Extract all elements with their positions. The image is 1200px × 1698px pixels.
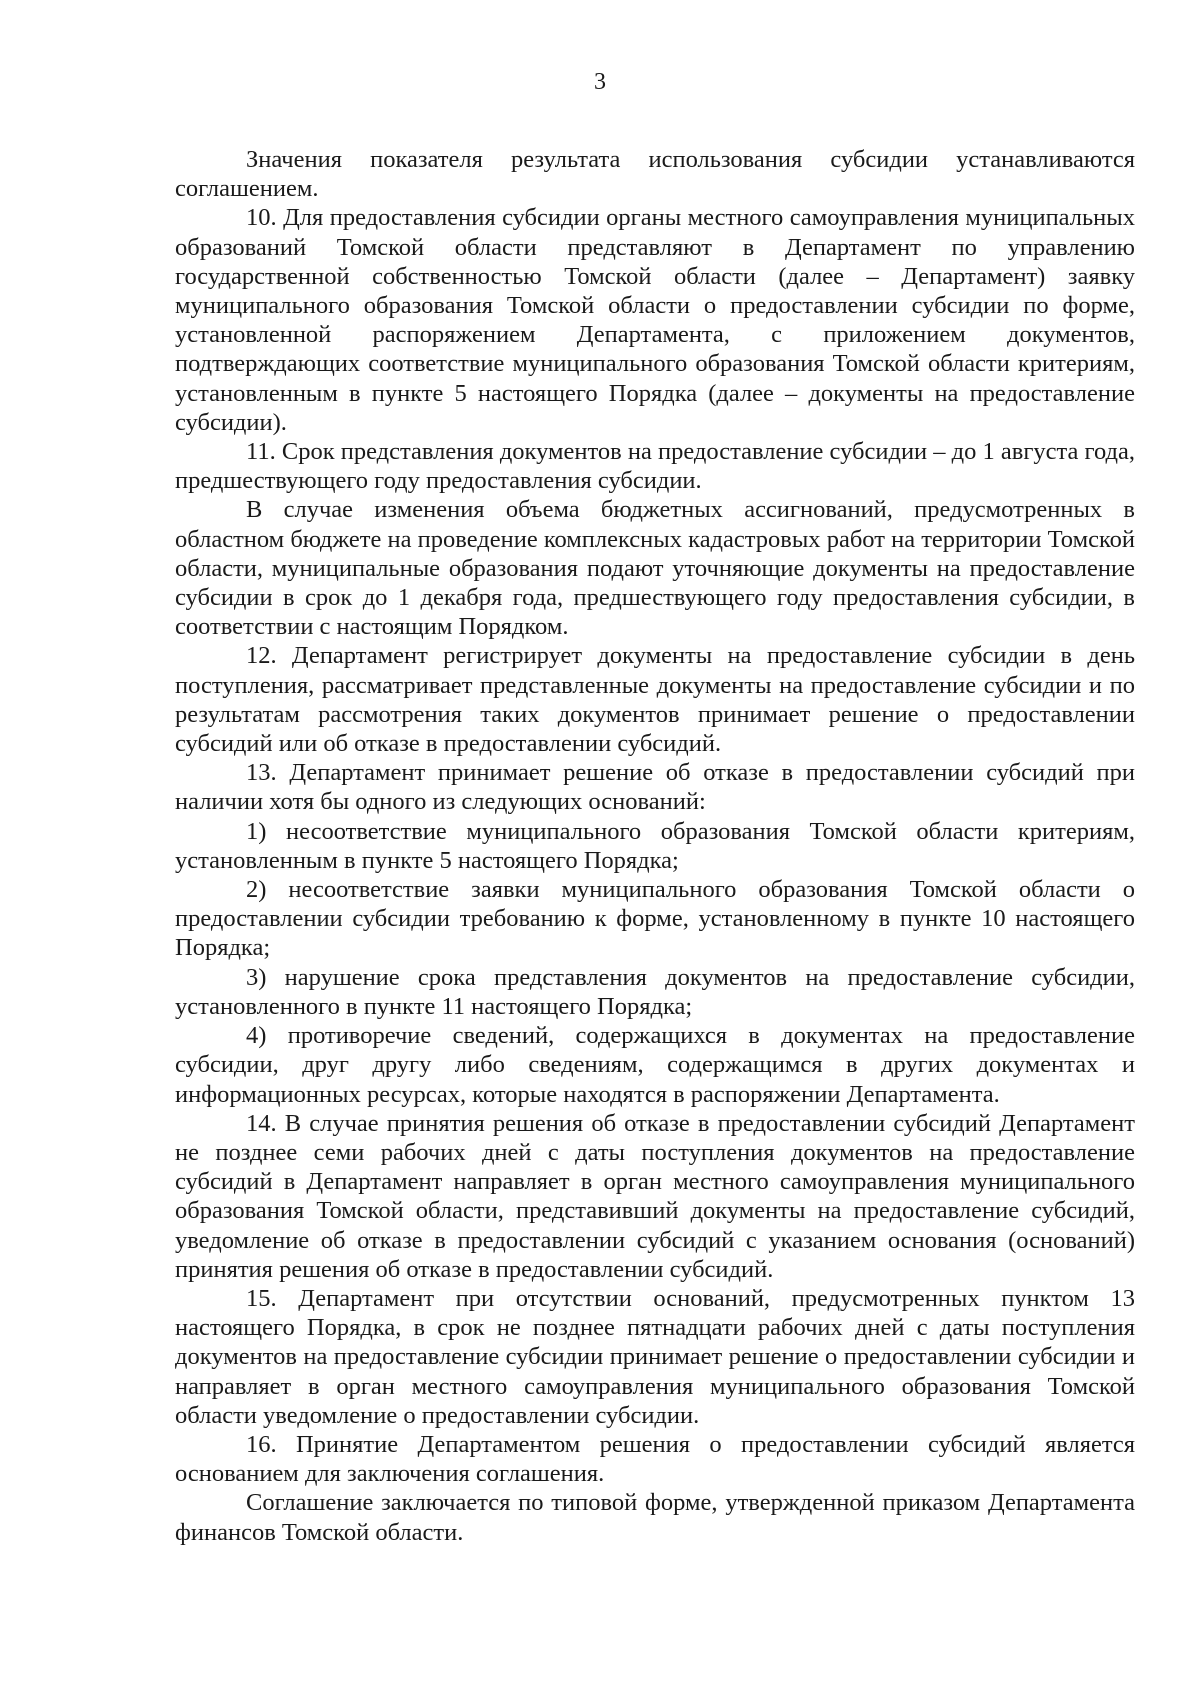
paragraph-16: 16. Принятие Департаментом решения о предоставлении субсидий является основанием для заключения соглашения.: [175, 1430, 1135, 1488]
paragraph-13-item-3: 3) нарушение срока представления документов на предоставление субсидии, установленного в пункте 11 настоящего Порядка;: [175, 963, 1135, 1020]
paragraph-11: 11. Срок представления документов на предоставление субсидии – до 1 августа года, предшествующего году предоставления субсидии.: [175, 438, 1135, 495]
paragraph-13-item-1: 1) несоответствие муниципального образования Томской области критериям, установленным в пункте 5 настоящего Порядка;: [175, 817, 1135, 874]
paragraph-15: 15. Департамент при отсутствии оснований, предусмотренных пунктом 13 настоящего Порядка, в срок не позднее пятнадцати рабочих дней с даты поступления документов на предоставление субсидии принимает решение о предоставлении субсидии и направляет в орган местного самоуправления муниципального образования Томской области уведомление о предоставлении субсидии.: [175, 1284, 1135, 1429]
paragraph-10: 10. Для предоставления субсидии органы местного самоуправления муниципальных образований Томской области представляют в Департамент по управлению государственной собственностью Томской области (далее – Департамент) заявку муниципального образования Томской области о предоставлении субсидии по форме, установленной распоряжением Департамента, с приложением документов, подтверждающих соответствие муниципального образования Томской области критериям, установленным в пункте 5 настоящего Порядка (далее – документы на предоставление субсидии).: [175, 204, 1135, 436]
paragraph-result-indicator: Значения показателя результата использования субсидии устанавливаются соглашением.: [175, 146, 1135, 203]
paragraph-12: 12. Департамент регистрирует документы на предоставление субсидии в день поступления, рассматривает представленные документы на предоставление субсидии и по результатам рассмотрения таких документов принимает решение о предоставлении субсидий или об отказе в предоставлении субсидий.: [175, 642, 1135, 758]
paragraph-11-budget-change: В случае изменения объема бюджетных ассигнований, предусмотренных в областном бюджете на проведение комплексных кадастровых работ на территории Томской области, муниципальные образования подают уточняющие документы на предоставление субсидии в срок до 1 декабря года, предшествующего году предоставления субсидии, в соответствии с настоящим Порядком.: [175, 496, 1135, 641]
paragraph-13: 13. Департамент принимает решение об отказе в предоставлении субсидий при наличии хотя бы одного из следующих оснований:: [175, 759, 1135, 816]
document-body: [175, 145, 1135, 1547]
paragraph-14: 14. В случае принятия решения об отказе в предоставлении субсидий Департамент не позднее семи рабочих дней с даты поступления документов на предоставление субсидий в Департамент направляет в орган местного самоуправления муниципального образования Томской области, представивший документы на предоставление субсидий, уведомление об отказе в предоставлении субсидий с указанием основания (оснований) принятия решения об отказе в предоставлении субсидий.: [175, 1109, 1135, 1283]
paragraph-13-item-2: 2) несоответствие заявки муниципального образования Томской области о предоставлении субсидии требованию к форме, установленному в пункте 10 настоящего Порядка;: [175, 876, 1135, 962]
paragraph-13-item-4: 4) противоречие сведений, содержащихся в документах на предоставление субсидии, друг другу либо сведениям, содержащимся в других документах и информационных ресурсах, которые находятся в распоряжении Департамента.: [175, 1022, 1135, 1108]
page-number: 3: [594, 69, 606, 95]
paragraph-agreement-form: Соглашение заключается по типовой форме, утвержденной приказом Департамента финансов Томской области.: [175, 1489, 1135, 1546]
